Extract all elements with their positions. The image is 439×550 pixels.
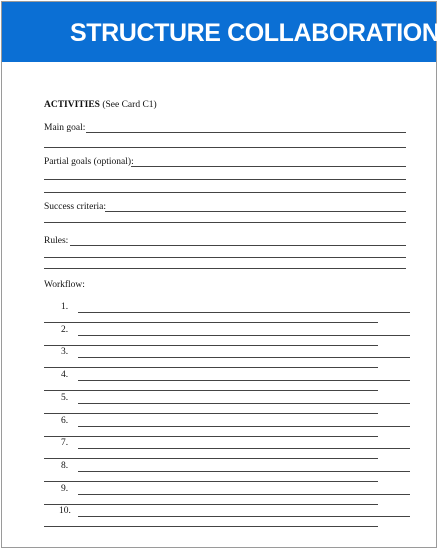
workflow-step-line-1[interactable]: [78, 494, 410, 495]
workflow-step-line-1[interactable]: [78, 426, 410, 427]
workflow-step-line-1[interactable]: [78, 335, 410, 336]
workflow-step-number: 8.: [61, 460, 69, 471]
workflow-step-line-2[interactable]: [44, 436, 378, 437]
workflow-step-line-2[interactable]: [44, 504, 378, 505]
rules-label: Rules:: [44, 236, 69, 246]
workflow-step-line-2[interactable]: [44, 390, 378, 391]
workflow-step-number: 6.: [61, 415, 69, 426]
workflow-step-number: 10.: [59, 506, 71, 517]
workflow-step-line-2[interactable]: [44, 481, 378, 482]
workflow-step-line-2[interactable]: [44, 526, 378, 527]
worksheet-page: [1, 1, 437, 548]
title-banner: [2, 2, 439, 62]
success-criteria-label: Success criteria:: [44, 202, 106, 212]
workflow-step-number: 2.: [61, 324, 69, 335]
workflow-step-number: 3.: [61, 347, 69, 358]
partial-goals-line-2[interactable]: [44, 179, 406, 180]
workflow-step-number: 4.: [61, 370, 69, 381]
workflow-step-number: 1.: [61, 302, 69, 312]
partial-goals-label: Partial goals (optional):: [44, 157, 134, 167]
workflow-step-line-1[interactable]: [78, 380, 410, 381]
workflow-step-line-2[interactable]: [44, 413, 378, 414]
workflow-step-number: 5.: [61, 392, 69, 403]
workflow-step-line-1[interactable]: [78, 448, 410, 449]
main-goal-line-2[interactable]: [44, 147, 406, 148]
rules-line-3[interactable]: [44, 268, 406, 269]
activities-title: ACTIVITIES: [44, 100, 100, 110]
partial-goals-line-1[interactable]: [131, 166, 406, 167]
workflow-step-line-1[interactable]: [78, 403, 410, 404]
workflow-step-line-2[interactable]: [44, 458, 378, 459]
workflow-step-number: 7.: [61, 438, 69, 449]
workflow-label: Workflow:: [44, 280, 85, 290]
workflow-step-number: 9.: [61, 483, 69, 494]
workflow-step-line-1[interactable]: [78, 516, 410, 517]
activities-heading: [44, 100, 157, 111]
partial-goals-line-3[interactable]: [44, 192, 406, 193]
workflow-step-line-2[interactable]: [44, 345, 378, 346]
workflow-step-line-2[interactable]: [44, 322, 378, 323]
page-title: STRUCTURE COLLABORATION: [70, 19, 439, 47]
activities-card-note: (See Card C1): [102, 100, 157, 110]
main-goal-line-1[interactable]: [86, 132, 406, 133]
workflow-step-line-1[interactable]: [78, 471, 410, 472]
rules-line-2[interactable]: [44, 257, 406, 258]
workflow-step-line-2[interactable]: [44, 367, 378, 368]
workflow-step-line-1[interactable]: [78, 312, 410, 313]
success-criteria-line-2[interactable]: [44, 222, 406, 223]
rules-line-1[interactable]: [70, 245, 406, 246]
success-criteria-line-1[interactable]: [105, 211, 406, 212]
workflow-step-line-1[interactable]: [78, 357, 410, 358]
main-goal-label: Main goal:: [44, 123, 86, 133]
